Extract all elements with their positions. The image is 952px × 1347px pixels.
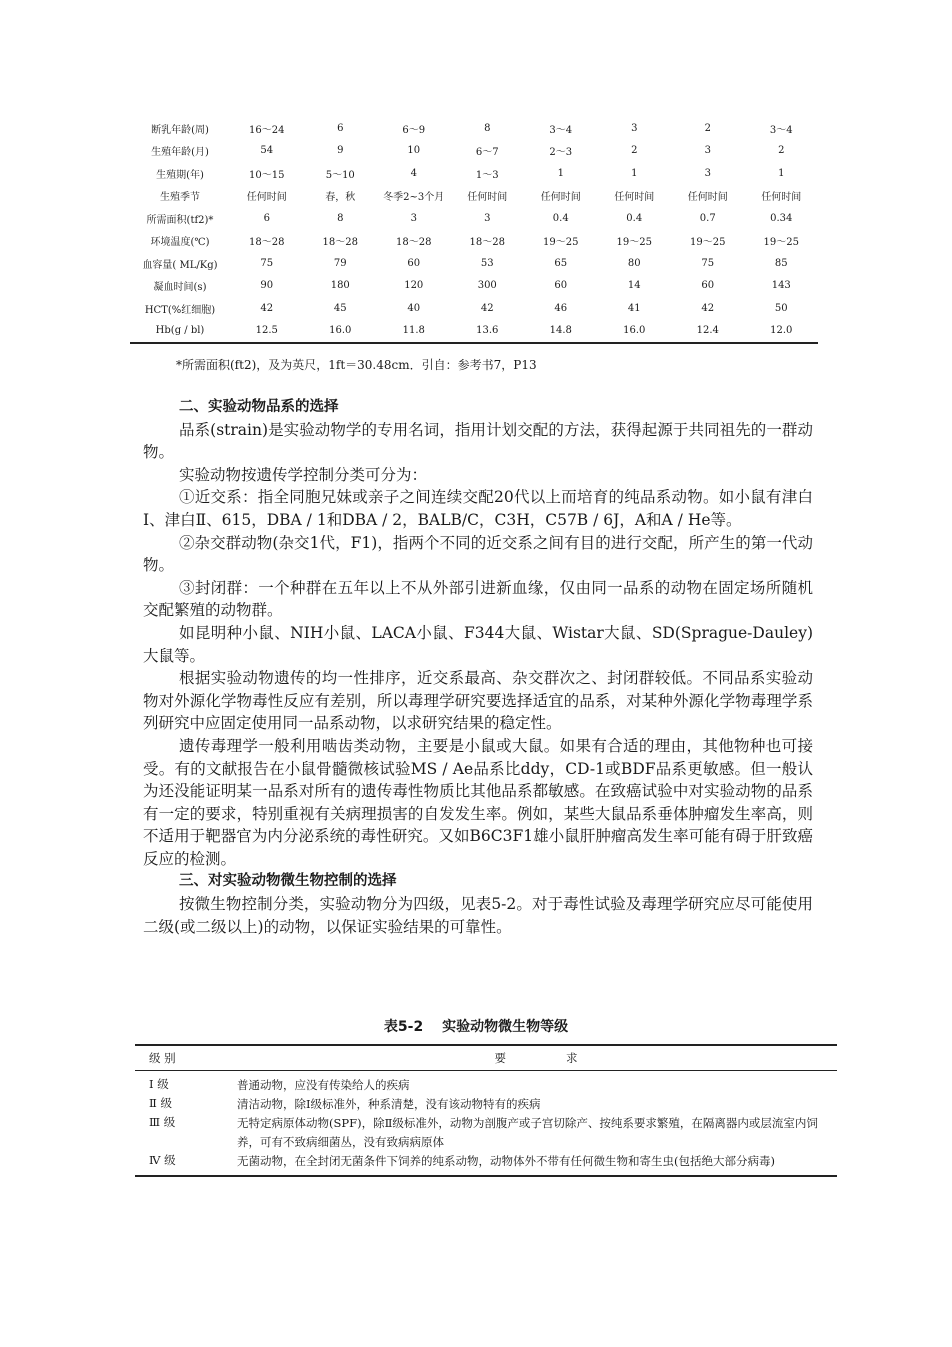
table-cell: 1	[557, 167, 564, 179]
table-row	[130, 162, 818, 185]
grade-level: Ⅱ 级	[149, 1096, 172, 1110]
table-cell: 任何时间	[614, 192, 655, 204]
table-cell: 2	[704, 122, 711, 134]
table-cell: 10	[407, 145, 421, 157]
row-label: Hb(g / bl)	[130, 320, 230, 344]
paragraph: ①近交系：指全同胞兄妹或亲子之间连续交配20代以上而培育的纯品系动物。如小鼠有津白I、津白Ⅱ、615，DBA / 1和DBA / 2，BALB/C，C3H，C57B / 6J，A和A / He等。	[143, 488, 813, 529]
table-cell: 13.6	[451, 320, 525, 344]
grade-requirement: 普通动物，应没有传染给人的疾病	[237, 1078, 410, 1092]
table-row	[130, 185, 818, 208]
table-cell: 3	[484, 212, 491, 224]
table-cell: 6～9	[402, 124, 426, 136]
paragraph: 根据实验动物遗传的均一性排序，近交系最高、杂交群次之、封闭群较低。不同品系实验动物对外源化学物毒性反应有差别，所以毒理学研究要选择适宜的品系，对某种外源化学物毒理学系列研究中应固定使用同一品系动物，以求研究结果的稳定性。	[143, 669, 813, 733]
table-cell: 1	[631, 167, 638, 179]
table-cell: 60	[554, 280, 568, 292]
grade-level: Ⅲ 级	[149, 1115, 176, 1129]
table-cell: 5～10	[325, 169, 355, 181]
table-cell: 16.0	[598, 320, 672, 344]
table-cell: 79	[333, 257, 347, 269]
table-cell: 65	[554, 257, 568, 269]
table-cell: 14.8	[524, 320, 598, 344]
table-cell: 120	[404, 280, 424, 292]
table-row	[135, 1095, 837, 1114]
grade-level: Ⅳ 级	[135, 1152, 235, 1176]
table-cell: 8	[484, 122, 491, 134]
table-cell: 3	[704, 145, 711, 157]
table-cell: 任何时间	[467, 192, 508, 204]
table-cell: 12.4	[671, 320, 745, 344]
paragraph: 遗传毒理学一般利用啮齿类动物，主要是小鼠或大鼠。如果有合适的理由，其他物种也可接受。有的文献报告在小鼠骨髓微核试验MS / Ae品系比ddy，CD-1或BDF品系更敏感。但一般认为还没能证明某一品系对所有的遗传毒性物质比其他品系都敏感。在致癌试验中对实验动物的品系有一定的要求，特别重视有关病理损害的自发发生率。例如，某些大鼠品系垂体肿瘤发生率高，则不适用于靶器官为内分泌系统的毒性研究。又如B6C3F1雄小鼠肝肿瘤高发生率可能有碍于肝致癌反应的检测。	[143, 736, 813, 868]
table-row	[135, 1071, 837, 1096]
table-cell: 0.34	[770, 212, 793, 224]
table-cell: 18～28	[396, 237, 432, 249]
table-cell: 6	[337, 122, 344, 134]
table-cell: 2	[778, 145, 785, 157]
table-cell: 6	[263, 212, 270, 224]
table-cell: 16.0	[304, 320, 378, 344]
table-cell: 3	[704, 167, 711, 179]
table-cell: 41	[627, 302, 641, 314]
table-cell: 60	[701, 280, 715, 292]
table-cell: 60	[407, 257, 421, 269]
table-cell: 18～28	[322, 237, 358, 249]
table-cell: 42	[701, 302, 715, 314]
microbial-grade-table	[135, 1044, 837, 1177]
row-label: 凝血时间(s)	[153, 282, 207, 294]
row-label: 生殖季节	[160, 192, 200, 204]
table-caption: 表5-2 实验动物微生物等级	[383, 1019, 569, 1035]
row-label: 生殖年龄(月)	[151, 147, 209, 159]
table-cell: 80	[627, 257, 641, 269]
row-label: 断乳年龄(周)	[151, 124, 209, 136]
table-cell: 53	[480, 257, 494, 269]
table-row	[130, 320, 818, 344]
table-cell: 50	[774, 302, 788, 314]
row-label: HCT(%红细胞)	[144, 304, 216, 316]
table-row	[130, 275, 818, 298]
body-text	[143, 396, 813, 938]
table-row	[135, 1152, 837, 1176]
table-cell: 0.7	[699, 212, 716, 224]
table-cell: 8	[337, 212, 344, 224]
table-row	[130, 230, 818, 253]
row-label: 生殖期(年)	[156, 169, 204, 181]
table-cell: 3	[410, 212, 417, 224]
table-cell: 3	[631, 122, 638, 134]
table-cell: 0.4	[626, 212, 643, 224]
table-cell: 2	[631, 145, 638, 157]
table-cell: 19～25	[763, 237, 799, 249]
header-level: 级 别	[135, 1045, 235, 1071]
table-cell: 19～25	[543, 237, 579, 249]
section-heading: 二、实验动物品系的选择	[179, 399, 339, 415]
paragraph: 如昆明种小鼠、NIH小鼠、LACA小鼠、F344大鼠、Wistar大鼠、SD(Sprague-Dauley)大鼠等。	[143, 623, 813, 665]
table-cell: 75	[701, 257, 715, 269]
header-requirement: 要 求	[235, 1045, 837, 1071]
table-cell: 任何时间	[246, 192, 287, 204]
table-cell: 12.0	[745, 320, 819, 344]
table-cell: 46	[554, 302, 568, 314]
table-header-row	[135, 1045, 837, 1071]
table-footnote: *所需面积(ft2)，及为英尺，1ft＝30.48cm．引自：参考书7，P13	[176, 358, 537, 372]
table-cell: 14	[627, 280, 641, 292]
table-cell: 42	[480, 302, 494, 314]
table-cell: 2～3	[549, 147, 573, 159]
animal-parameters-table	[130, 117, 818, 344]
table-cell: 300	[477, 280, 497, 292]
grade-level: Ⅰ 级	[149, 1077, 169, 1091]
table-cell: 19～25	[690, 237, 726, 249]
table-cell: 11.8	[377, 320, 451, 344]
table-row	[130, 117, 818, 140]
table-cell: 18～28	[249, 237, 285, 249]
paragraph: ③封闭群：一个种群在五年以上不从外部引进新血缘，仅由同一品系的动物在固定场所随机交配繁殖的动物群。	[143, 578, 813, 620]
table-cell: 45	[333, 302, 347, 314]
table-cell: 180	[330, 280, 350, 292]
table-cell: 冬季2~3个月	[383, 192, 445, 204]
table-cell: 9	[337, 145, 344, 157]
table-cell: 3～4	[769, 124, 793, 136]
table-cell: 6～7	[475, 147, 499, 159]
grade-requirement: 无菌动物，在全封闭无菌条件下饲养的纯系动物，动物体外不带有任何微生物和寄生虫(包括绝大部分病毒)	[235, 1152, 837, 1176]
table-cell: 42	[260, 302, 274, 314]
row-label: 所需面积(tf2)*	[146, 214, 214, 226]
paragraph: 品系(strain)是实验动物学的专用名词，指用计划交配的方法，获得起源于共同祖先的一群动物。	[143, 420, 813, 462]
table-cell: 90	[260, 280, 274, 292]
table-cell: 85	[774, 257, 788, 269]
paragraph: 实验动物按遗传学控制分类可分为：	[179, 465, 428, 484]
table-cell: 12.5	[230, 320, 304, 344]
table-cell: 任何时间	[540, 192, 581, 204]
table-cell: 75	[260, 257, 274, 269]
table-cell: 18～28	[469, 237, 505, 249]
row-label: 血容量( ML/Kg)	[142, 259, 218, 271]
paragraph: ②杂交群动物(杂交1代，F1)，指两个不同的近交系之间有目的进行交配，所产生的第一代动物。	[143, 533, 813, 575]
table-cell: 任何时间	[761, 192, 802, 204]
paragraph: 按微生物控制分类，实验动物分为四级，见表5-2。对于毒性试验及毒理学研究应尽可能使用二级(或二级以上)的动物，以保证实验结果的可靠性。	[143, 895, 813, 936]
table-cell: 19～25	[616, 237, 652, 249]
table-cell: 0.4	[552, 212, 569, 224]
table-cell: 1	[778, 167, 785, 179]
table-cell: 10～15	[249, 169, 285, 181]
section-heading: 三、对实验动物微生物控制的选择	[179, 873, 397, 890]
table-row	[130, 252, 818, 275]
table-cell: 143	[771, 280, 791, 292]
table-cell: 54	[260, 145, 274, 157]
table-row	[130, 140, 818, 163]
table-cell: 3～4	[549, 124, 573, 136]
row-label: 环境温度(℃)	[150, 237, 210, 249]
table-row	[130, 297, 818, 320]
table-row	[135, 1114, 837, 1152]
grade-requirement: 清洁动物，除Ⅰ级标准外，种系清楚，没有该动物特有的疾病	[237, 1097, 541, 1111]
table-cell: 春，秋	[325, 192, 356, 204]
table-cell: 1～3	[475, 169, 499, 181]
table-cell: 任何时间	[687, 192, 728, 204]
table-cell: 4	[410, 167, 417, 179]
table-row	[130, 207, 818, 230]
grade-requirement: 无特定病原体动物(SPF)，除Ⅱ级标准外，动物为剖腹产或子宫切除产、按纯系要求繁殖，在隔离器内或层流室内饲养，可有不致病细菌丛，没有致病病原体	[237, 1116, 818, 1149]
table-cell: 16～24	[249, 124, 285, 136]
table-cell: 40	[407, 302, 421, 314]
